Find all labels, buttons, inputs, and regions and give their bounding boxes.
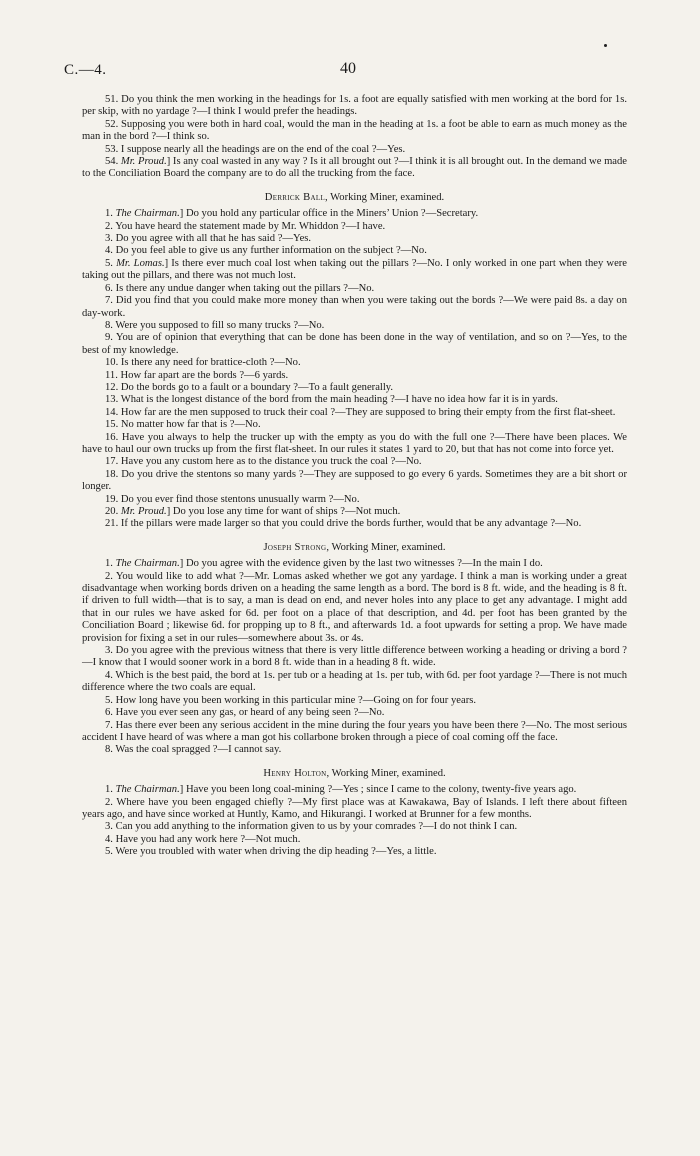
examiner-name: Mr. Lomas. (116, 257, 165, 269)
question-answer (82, 208, 627, 220)
evidence-text (82, 94, 627, 859)
examiner-name: The Chairman. (115, 208, 180, 220)
question-answer (82, 156, 627, 181)
question-answer (82, 571, 627, 645)
qa-text: 52. Supposing you were both in hard coal, would the man in the heading at 1s. a foot be able to earn as much money as the man in the bord ?—I think so. (82, 118, 627, 143)
question-answer (82, 707, 627, 719)
question-answer (82, 233, 627, 245)
question-answer (82, 245, 627, 257)
question-answer (82, 846, 627, 858)
witness-name: Joseph Strong (263, 541, 327, 553)
qa-text: 7. Has there ever been any serious accident in the mine during the four years you have been there ?—No. The most serious accident I have heard of was where a man got his collarbone broken through a piece of coal coming off the face. (82, 719, 627, 743)
qa-text: ] Have you been long coal-mining ?—Yes ; since I came to the colony, twenty-five years ago. (179, 784, 577, 796)
qa-text: 6. Is there any undue danger when taking out the pillars ?—No. (105, 282, 375, 294)
qa-text: 54. (105, 156, 121, 168)
qa-text: 21. If the pillars were made larger so that you could drive the bords further, would that be any advantage ?—No. (105, 518, 582, 530)
witness-name: Henry Holton (263, 767, 327, 779)
qa-text: 4. Which is the best paid, the bord at 1s. per tub or a heading at 1s. per tub, with 6d. per foot yardage ?—There is not much difference where the two coals are equal. (82, 669, 627, 694)
qa-text: 4. Have you had any work here ?—Not much. (105, 833, 301, 845)
question-answer (82, 456, 627, 468)
question-answer (82, 506, 627, 518)
qa-text: 51. Do you think the men working in the headings for 1s. a foot are equally satisfied with men working at the bord for 1s. per skip, with no yardage ?—I think I would prefer the headings. (82, 94, 627, 118)
question-answer (82, 221, 627, 233)
examiner-name: The Chairman. (115, 558, 180, 570)
qa-text: 5. (105, 257, 117, 269)
ink-mark (604, 44, 607, 47)
qa-text: 2. You have heard the statement made by Mr. Whiddon ?—I have. (105, 220, 386, 232)
examiner-name: The Chairman. (115, 784, 180, 796)
qa-text: 9. You are of opinion that everything that can be done has been done in the way of ventilation, and so on ?—Yes, to the best of my knowledge. (82, 332, 627, 356)
witness-name: Derrick Ball (264, 191, 326, 203)
question-answer (82, 432, 627, 457)
question-answer (82, 744, 627, 756)
qa-text: ] Do you hold any particular office in the Miners’ Union ?—Secretary. (179, 208, 479, 220)
qa-text: ] Do you lose any time for want of ships ?—Not much. (166, 506, 401, 517)
qa-text: ] Is any coal wasted in any way ? Is it all brought out ?—I think it is all brought out. In the demand we made to the Conciliation Board the company are to do all the trucking from the face. (82, 156, 628, 180)
question-answer (82, 821, 627, 833)
qa-text: 53. I suppose nearly all the headings are on the end of the coal ?—Yes. (105, 143, 406, 155)
question-answer (82, 295, 627, 320)
qa-text: 8. Were you supposed to fill so many trucks ?—No. (105, 319, 325, 331)
question-answer (82, 494, 627, 506)
question-answer (82, 645, 627, 670)
qa-text: 14. How far are the men supposed to truck their coal ?—They are supposed to bring their empty from the first flat-sheet. (105, 406, 616, 418)
qa-text: 2. Where have you been engaged chiefly ?—My first place was at Kawakawa, Bay of Islands. I left there about fifteen years ago, and have since worked at Huntly, Kamo, and Hikurangi. I worked at Brunner for a few months. (82, 796, 627, 820)
qa-text: 18. Do you drive the stentons so many yards ?—They are supposed to go every 6 yards. Sometimes they are a bit short or longer. (82, 468, 627, 493)
witness-role: , Working Miner, examined. (325, 191, 445, 203)
witness-heading (82, 542, 627, 554)
qa-text: 8. Was the coal spragged ?—I cannot say. (105, 744, 282, 756)
question-answer (82, 419, 627, 431)
witness-role: , Working Miner, examined. (326, 541, 446, 553)
question-answer (82, 558, 627, 570)
question-answer (82, 357, 627, 369)
qa-text: 17. Have you any custom here as to the distance you truck the coal ?—No. (105, 456, 422, 468)
qa-text: 13. What is the longest distance of the bord from the main heading ?—I have no idea how far it is in yards. (105, 394, 558, 406)
question-answer (82, 407, 627, 419)
qa-text: 4. Do you feel able to give us any further information on the subject ?—No. (105, 245, 427, 257)
qa-text: 5. How long have you been working in this particular mine ?—Going on for four years. (105, 694, 476, 706)
qa-text: 7. Did you find that you could make more money than when you were taking out the bords ?—We were paid 8s. a day on day-work. (82, 295, 627, 319)
qa-text: 10. Is there any need for brattice-cloth ?—No. (105, 357, 301, 369)
witness-role: , Working Miner, examined. (326, 767, 446, 779)
qa-text: 1. (105, 558, 116, 570)
question-answer (82, 797, 627, 822)
question-answer (82, 695, 627, 707)
witness-heading (82, 768, 627, 780)
qa-text: 3. Do you agree with the previous witness that there is very little difference between working a heading or driving a bord ?—I know that I would sooner work in a bord 8 ft. wide than in a heading 8 ft. wide. (82, 645, 627, 669)
examiner-name: Mr. Proud. (120, 156, 167, 168)
question-answer (82, 320, 627, 332)
question-answer (82, 258, 627, 283)
witness-heading (82, 192, 627, 204)
question-answer (82, 94, 627, 119)
page-number: 40 (340, 60, 356, 77)
question-answer (82, 720, 627, 745)
document-reference: C.—4. (64, 62, 107, 78)
question-answer (82, 469, 627, 494)
qa-text: 15. No matter how far that is ?—No. (105, 419, 261, 431)
qa-text: ] Do you agree with the evidence given by the last two witnesses ?—In the main I do. (179, 558, 543, 570)
qa-text: 1. (105, 784, 116, 796)
question-answer (82, 382, 627, 394)
qa-text: 19. Do you ever find those stentons unusually warm ?—No. (105, 493, 360, 505)
qa-text: 6. Have you ever seen any gas, or heard of any being seen ?—No. (105, 707, 385, 719)
qa-text: 2. You would like to add what ?—Mr. Lomas asked whether we got any yardage. I think a man is working under a great disadvantage when working bords driven on a heading the same length as a bord. The bord is 8 ft. wide, and the heading is 8 ft. if driven to full width—that is to say, a man is dead on end, and never holes into any place to get any advantage. I might add that in our rules we have asked for 6d. per foot on a place of that description, and 4d. per foot has been granted by the Conciliation Board ; likewise 6d. for propping up to 8 ft., and afterwards 1d. a foot upwards for setting a prop. We have made provision for fixing a set in our rules—somewhere about 3s. or 4s. (82, 570, 627, 644)
qa-text: 20. (105, 506, 121, 517)
question-answer (82, 370, 627, 382)
question-answer (82, 834, 627, 846)
qa-text: ] Is there ever much coal lost when taking out the pillars ?—No. I only worked in one part when they were taking out the pillars, and there was not much lost. (82, 257, 628, 282)
qa-text: 16. Have you always to help the trucker up with the empty as you do with the full one ?—There have been places. We have to haul our own trucks up from the first flat-sheet. In our rules it states 1 yard to 20, but that has not come into force yet. (82, 431, 627, 455)
question-answer (82, 119, 627, 144)
question-answer (82, 670, 627, 695)
question-answer (82, 332, 627, 357)
question-answer (82, 518, 627, 530)
qa-text: 11. How far apart are the bords ?—6 yards. (105, 369, 289, 381)
qa-text: 1. (105, 208, 116, 220)
qa-text: 12. Do the bords go to a fault or a boundary ?—To a fault generally. (105, 381, 394, 393)
examiner-name: Mr. Proud. (120, 506, 167, 517)
qa-text: 3. Can you add anything to the information given to us by your comrades ?—I do not think I can. (105, 821, 518, 833)
qa-text: 5. Were you troubled with water when driving the dip heading ?—Yes, a little. (105, 846, 437, 858)
question-answer (82, 144, 627, 156)
question-answer (82, 784, 627, 796)
qa-text: 3. Do you agree with all that he has said ?—Yes. (105, 233, 312, 245)
question-answer (82, 283, 627, 295)
question-answer (82, 394, 627, 406)
